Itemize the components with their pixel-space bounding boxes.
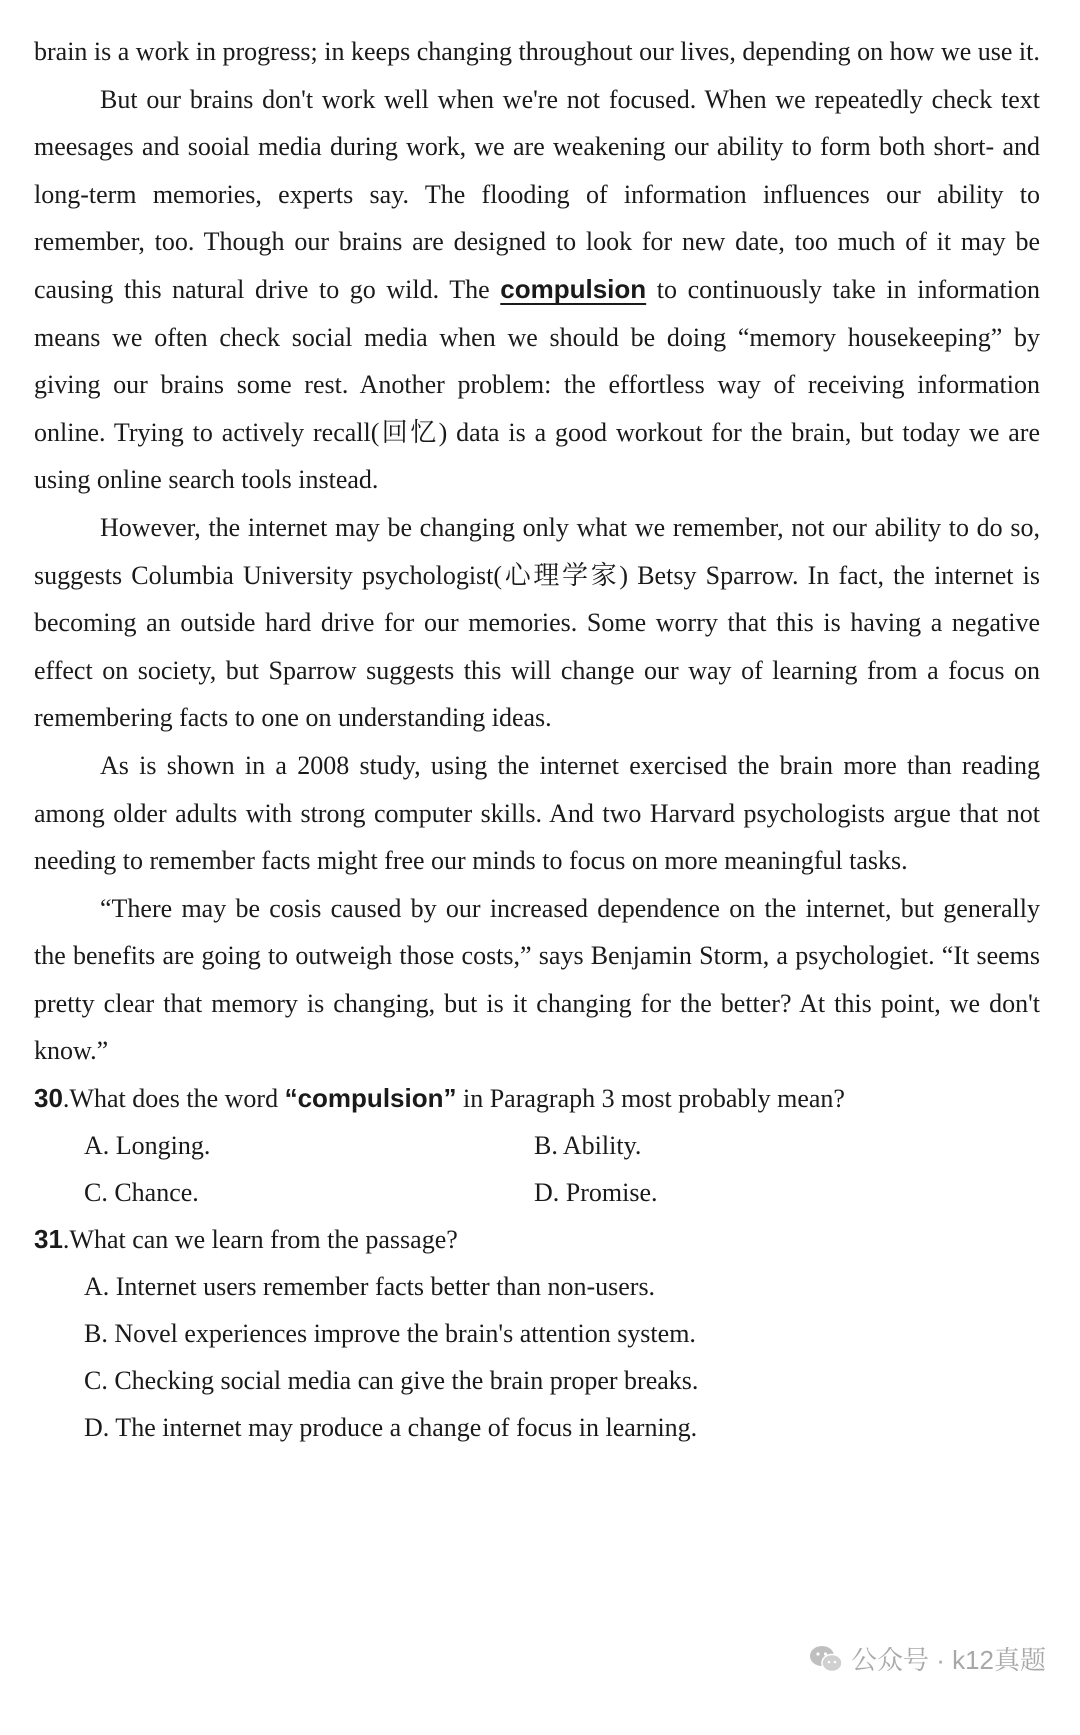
paragraph-5 [34,885,1040,1075]
option-31-c[interactable]: C. Checking social media can give the brain proper breaks. [84,1366,699,1396]
paragraph-4-text: As is shown in a 2008 study, using the internet exercised the brain more than reading among older adults with strong computer skills. And two Harvard psychologists argue that not needing to remember facts might free our minds to focus on more meaningful tasks. [34,750,1040,876]
question-30-stem-after: in Paragraph 3 most probably mean? [456,1084,845,1114]
paragraph-4 [34,742,1040,885]
option-30-d[interactable]: D. Promise. [534,1178,658,1208]
option-30-b[interactable]: B. Ability. [534,1131,642,1161]
watermark [809,1640,1046,1677]
question-31-number: 31 [34,1224,63,1255]
paragraph-3-text: However, the internet may be changing only what we remember, not our ability to do so, suggests Columbia University psychologist(心理学家) Betsy Sparrow. In fact, the internet is becoming an outside hard drive for our memories. Some worry that this is having a negative effect on society, but Sparrow suggests this will change our way of learning from a focus on remembering facts to one on understanding ideas. [34,512,1040,733]
wechat-icon [809,1644,843,1674]
option-31-b[interactable]: B. Novel experiences improve the brain's attention system. [84,1319,696,1349]
watermark-text: 公众号 · k12真题 [850,1645,1046,1675]
option-31-a[interactable]: A. Internet users remember facts better than non-users. [84,1272,656,1302]
option-30-a[interactable]: A. Longing. [84,1131,211,1161]
paragraph-5-text: “There may be cosis caused by our increased dependence on the internet, but generally the benefits are going to outweigh those costs,” says Benjamin Storm, a psychologiet. “It seems pretty clear that memory is changing, but is it changing for the better? At this point, we don't know.” [34,893,1040,1066]
question-30-number: 30 [34,1083,63,1114]
question-30-keyword: “compulsion” [284,1083,457,1114]
keyword-compulsion: compulsion [500,273,647,304]
question-30 [34,1075,1040,1216]
paragraph-2 [34,76,1040,504]
paragraph-1-text: brain is a work in progress; in keeps changing throughout our lives, depending on how we use it. [34,37,1040,66]
paragraph-1 [34,28,1040,76]
question-30-options [84,1122,1040,1216]
question-31-options [84,1263,1040,1451]
paragraph-2-text-after: to continuously take in information means we often check social media when we should be doing “memory housekeeping” by giving our brains some rest. Another problem: the effortless way of receiving information online. Trying to actively recall(回忆) data is a good workout for the brain, but today we are using online search tools instead. [34,274,1040,495]
question-31-stem [34,1216,1040,1263]
option-30-c[interactable]: C. Chance. [84,1178,199,1208]
option-31-d[interactable]: D. The internet may produce a change of focus in learning. [84,1413,698,1443]
paragraph-3 [34,504,1040,742]
question-30-stem [34,1075,1040,1122]
question-30-stem-before: .What does the word [62,1084,285,1114]
question-31-stem-text: .What can we learn from the passage? [62,1225,458,1255]
question-31 [34,1216,1040,1451]
paragraph-2-text-before: But our brains don't work well when we're not focused. When we repeatedly check text meesages and sooial media during work, we are weakening our ability to form both short- and long-term memories, experts say. The flooding of information influences our ability to remember, too. Though our brains are designed to look for new date, too much of it may be causing this natural drive to go wild. The [34,84,1040,304]
